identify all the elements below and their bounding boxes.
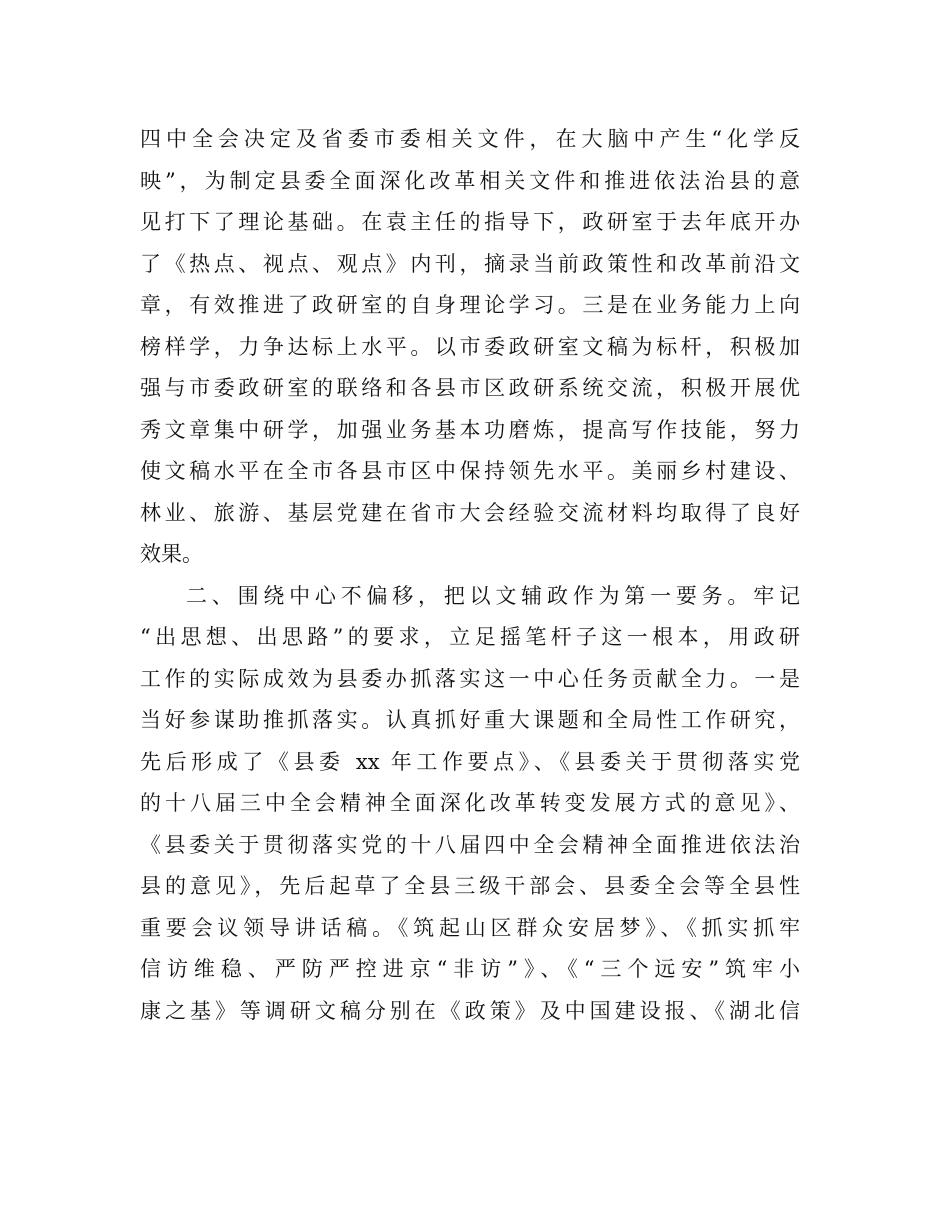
text-line: 的十八届三中全会精神全面深化改革转变发展方式的意见》、 xyxy=(140,791,800,815)
text-line: 先后形成了《县委 xx 年工作要点》、《县委关于贯彻落实党 xyxy=(140,749,800,774)
text-line: 榜样学，力争达标上水平。以市委政研室文稿为标杆，积极加 xyxy=(140,334,800,359)
text-line: 见打下了理论基础。在袁主任的指导下，政研室于去年底开办 xyxy=(140,210,800,234)
text-line: 县的意见》，先后起草了全县三级干部会、县委全会等全县性 xyxy=(140,874,800,898)
text-line: 使文稿水平在全市各县市区中保持领先水平。美丽乡村建设、 xyxy=(140,459,800,483)
text-line: 《县委关于贯彻落实党的十八届四中全会精神全面推进依法治 xyxy=(140,832,800,857)
text-line: 了《热点、视点、观点》内刊，摘录当前政策性和改革前沿文 xyxy=(140,251,800,276)
text-line: 四中全会决定及省委市委相关文件，在大脑中产生“化学反 xyxy=(140,127,800,151)
text-line: 信访维稳、严防严控进京“非访”》、《“三个远安”筑牢小 xyxy=(140,957,800,981)
text-line: 林业、旅游、基层党建在省市大会经验交流材料均取得了良好 xyxy=(140,500,800,525)
text-line: 康之基》等调研文稿分别在《政策》及中国建设报、《湖北信 xyxy=(140,998,800,1023)
text-line: 强与市委政研室的联络和各县市区政研系统交流，积极开展优 xyxy=(140,376,800,400)
text-line: “出思想、出思路”的要求，立足摇笔杆子这一根本，用政研 xyxy=(140,625,800,649)
text-line: 映”，为制定县委全面深化改革相关文件和推进依法治县的意 xyxy=(140,168,800,193)
text-line: 秀文章集中研学，加强业务基本功磨炼，提高写作技能，努力 xyxy=(140,417,800,442)
text-line: 当好参谋助推抓落实。认真抓好重大课题和全局性工作研究， xyxy=(140,708,800,732)
text-line: 重要会议领导讲话稿。《筑起山区群众安居梦》、《抓实抓牢 xyxy=(140,915,800,940)
paragraph-end-line: 效果。 xyxy=(140,542,203,566)
text-line: 工作的实际成效为县委办抓落实这一中心任务贡献全力。一是 xyxy=(140,666,800,691)
text-line: 章，有效推进了政研室的自身理论学习。三是在业务能力上向 xyxy=(140,293,800,317)
body-text xyxy=(140,119,800,1032)
paragraph-first-line: 二、围绕中心不偏移，把以文辅政作为第一要务。牢记 xyxy=(186,583,800,608)
